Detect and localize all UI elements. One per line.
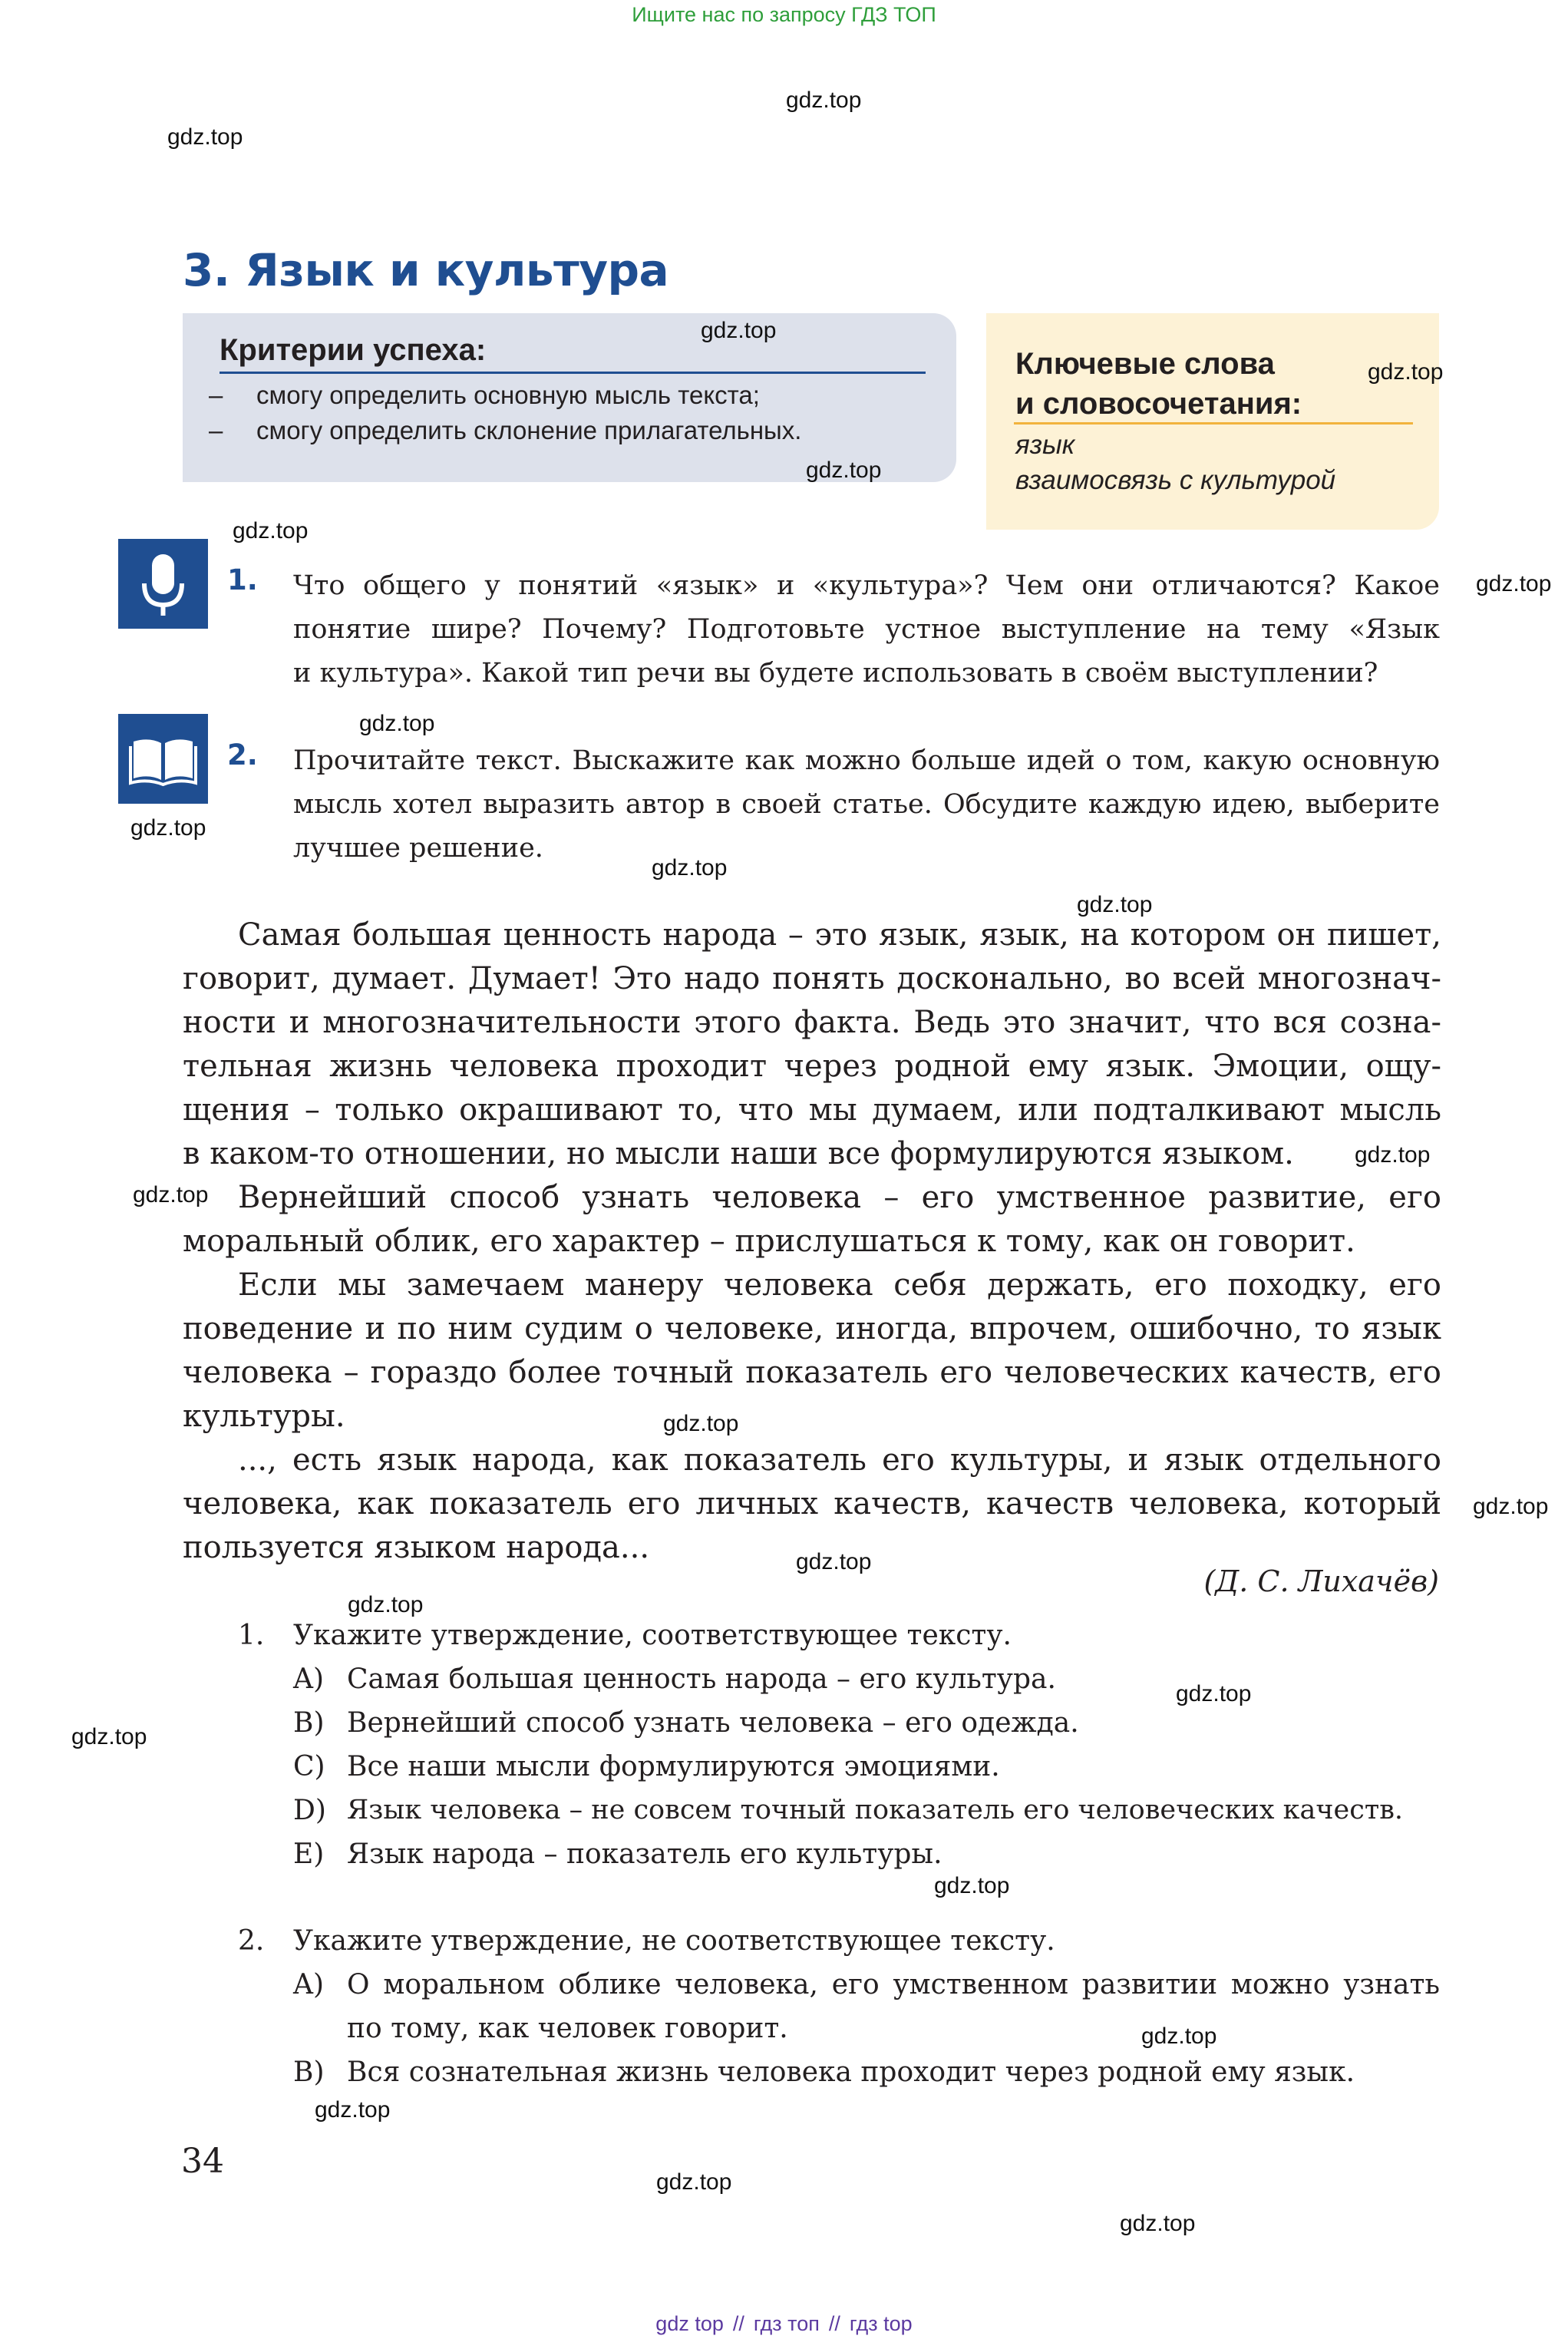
task-text-line: и культура». Какой тип речи вы будете использовать в своём выступлении? [293,658,1378,689]
text-line: человека – гораздо более точный показатель его человеческих качеств, его [183,1355,1441,1390]
watermark: gdz.top [1141,2023,1217,2049]
option-text: Вернейший способ узнать человека – его одежда. [347,1707,1079,1739]
text-line: ..., есть язык народа, как показатель его культуры, и язык отдельного [238,1442,1441,1478]
text-line: ности и многозначительности этого факта. Ведь это значит, что вся созна- [183,1005,1441,1040]
option-text: Самая большая ценность народа – его культура. [347,1663,1056,1695]
watermark: gdz.top [701,318,777,343]
keywords-box [986,313,1439,530]
criteria-item: – смогу определить основную мысль текста; [209,381,760,409]
question-number: 1. [238,1620,265,1651]
option-text: О моральном облике человека, его умственном развитии можно узнать [347,1969,1440,2000]
criteria-divider [220,372,926,374]
footer-separator: // [828,2312,840,2335]
watermark: gdz.top [1176,1681,1252,1706]
watermark: gdz.top [71,1724,147,1749]
watermark: gdz.top [233,518,309,543]
watermark: gdz.top [663,1411,739,1436]
option-text: Все наши мысли формулируются эмоциями. [347,1751,1000,1782]
keywords-divider [1014,422,1413,425]
option-text: Язык народа – показатель его культуры. [347,1838,942,1870]
question-number: 2. [238,1925,265,1957]
keyword-item: язык [1015,430,1075,460]
option-letter: A) [293,1969,325,2000]
watermark: gdz.top [786,88,862,113]
watermark: gdz.top [806,458,882,483]
task-text-line: Что общего у понятий «язык» и «культура»? Чем они отличаются? Какое [293,570,1440,601]
text-line: тельная жизнь человека проходит через родной ему язык. Эмоции, ощу- [183,1049,1441,1084]
task-text-line: мысль хотел выразить автор в своей статье. Обсудите каждую идею, выберите [293,789,1440,820]
watermark: gdz.top [934,1873,1010,1898]
footer-link[interactable]: гдз топ [753,2312,820,2335]
watermark: gdz.top [652,855,728,880]
option-letter: D) [293,1795,326,1826]
watermark: gdz.top [348,1592,424,1617]
task-number: 1. [227,563,258,596]
text-line: пользуется языком народа... [183,1530,650,1565]
text-line: культуры. [183,1399,345,1434]
open-book-icon [118,714,208,804]
question-text: Укажите утверждение, соответствующее тексту. [293,1620,1012,1651]
option-letter: E) [293,1838,325,1870]
option-letter: A) [293,1663,325,1695]
criteria-title: Критерии успеха: [220,333,487,367]
text-line: Самая большая ценность народа – это язык, язык, на котором он пишет, [238,917,1441,953]
watermark: gdz.top [796,1549,872,1574]
text-line: щения – только окрашивают то, что мы думаем, или подталкивают мысль [183,1092,1441,1128]
watermark: gdz.top [1355,1142,1431,1168]
criteria-item: – смогу определить склонение прилагательных. [209,416,802,444]
task-text-line: Прочитайте текст. Выскажите как можно больше идей о том, какую основную [293,745,1440,776]
footer-separator: // [732,2312,744,2335]
keywords-title: Ключевые слова и словосочетания: [1015,347,1302,421]
text-line: говорит, думает. Думает! Это надо понять досконально, во всей многознач- [183,961,1441,996]
watermark: gdz.top [1473,1494,1549,1519]
text-line: человека, как показатель его личных качеств, качеств человека, который [183,1486,1441,1521]
success-criteria-box [183,313,956,482]
text-line: в каком-то отношении, но мысли наши все формулируются языком. [183,1136,1294,1171]
watermark: gdz.top [1476,571,1552,596]
footer-link[interactable]: gdz top [655,2312,724,2335]
page-title: 3. Язык и культура [183,244,669,296]
watermark: gdz.top [1077,892,1153,917]
footer-links [0,2312,1568,2336]
author-attribution: (Д. С. Лихачёв) [1203,1564,1439,1598]
page-number: 34 [181,2142,224,2181]
option-text: Вся сознательная жизнь человека проходит через родной ему язык. [347,2057,1355,2088]
text-line: Если мы замечаем манеру человека себя держать, его походку, его [238,1267,1441,1303]
option-text: Язык человека – не совсем точный показатель его человеческих качеств. [347,1795,1404,1825]
option-letter: B) [293,2057,325,2088]
search-hint-link[interactable]: Ищите нас по запросу ГДЗ ТОП [632,3,936,26]
question-text: Укажите утверждение, не соответствующее тексту. [293,1925,1055,1957]
footer-link[interactable]: гдз top [849,2312,913,2335]
watermark: gdz.top [130,815,206,841]
watermark: gdz.top [167,124,243,150]
watermark: gdz.top [133,1182,209,1207]
keyword-item: взаимосвязь с культурой [1015,465,1336,495]
watermark: gdz.top [656,2169,732,2195]
watermark: gdz.top [1120,2211,1196,2236]
watermark: gdz.top [1368,359,1444,385]
text-line: поведение и по ним судим о человеке, иногда, впрочем, ошибочно, то язык [183,1311,1441,1346]
watermark: gdz.top [359,711,435,736]
watermark: gdz.top [315,2097,391,2123]
option-letter: B) [293,1707,325,1739]
text-line: Вернейший способ узнать человека – его умственное развитие, его [238,1180,1441,1215]
option-text: по тому, как человек говорит. [347,2013,788,2044]
microphone-icon [118,539,208,629]
task-text-line: понятие шире? Почему? Подготовьте устное выступление на тему «Язык [293,614,1440,645]
text-line: моральный облик, его характер – прислушаться к тому, как он говорит. [183,1224,1355,1259]
option-letter: C) [293,1751,325,1782]
task-number: 2. [227,738,258,771]
task-text-line: лучшее решение. [293,833,543,864]
